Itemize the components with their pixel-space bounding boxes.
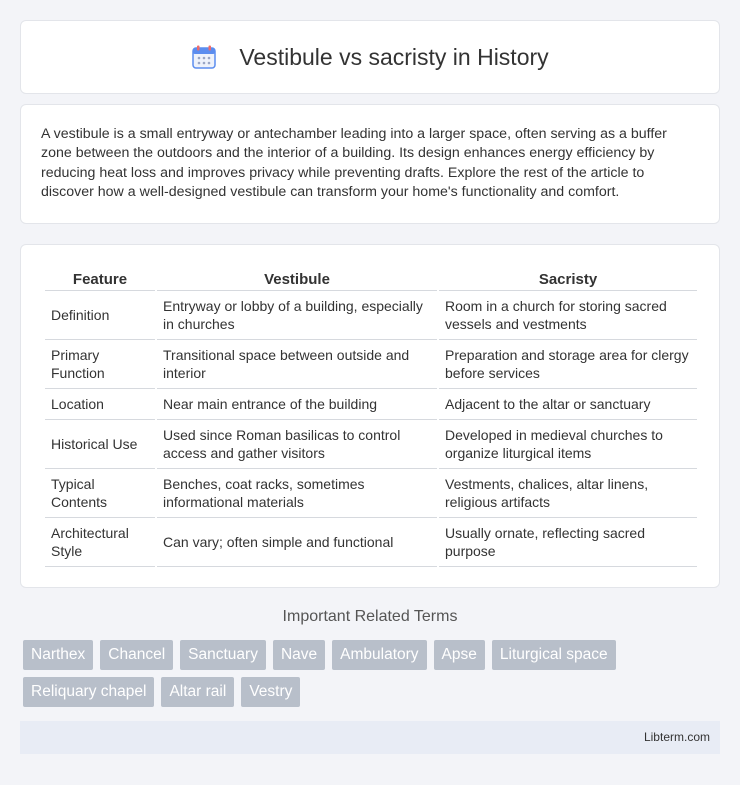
intro-card [20, 104, 720, 224]
table-row [45, 291, 697, 340]
row-sacristy: Adjacent to the altar or sanctuary [439, 389, 697, 420]
table-header-row [45, 265, 697, 291]
row-vestibule: Near main entrance of the building [157, 389, 437, 420]
table-row [45, 389, 697, 420]
row-sacristy: Vestments, chalices, altar linens, religious artifacts [439, 469, 697, 518]
table-row [45, 340, 697, 389]
row-vestibule: Used since Roman basilicas to control access and gather visitors [157, 420, 437, 469]
footer-site-link[interactable]: Libterm.com [643, 730, 710, 744]
row-sacristy: Developed in medieval churches to organize liturgical items [439, 420, 697, 469]
row-sacristy: Preparation and storage area for clergy before services [439, 340, 697, 389]
header-vestibule: Vestibule [157, 265, 437, 291]
tag-chancel[interactable]: Chancel [100, 640, 173, 670]
tag-altar-rail[interactable]: Altar rail [161, 677, 234, 707]
table-row [45, 420, 697, 469]
row-sacristy: Room in a church for storing sacred vessels and vestments [439, 291, 697, 340]
comparison-table [43, 265, 699, 567]
row-vestibule: Can vary; often simple and functional [157, 518, 437, 567]
row-feature: Location [45, 389, 155, 420]
tag-reliquary-chapel[interactable]: Reliquary chapel [23, 677, 154, 707]
tag-narthex[interactable]: Narthex [23, 640, 93, 670]
tag-nave[interactable]: Nave [273, 640, 325, 670]
table-row [45, 518, 697, 567]
tag-liturgical-space[interactable]: Liturgical space [492, 640, 616, 670]
footer [20, 721, 720, 754]
row-vestibule: Benches, coat racks, sometimes informational materials [157, 469, 437, 518]
header-feature: Feature [45, 265, 155, 291]
page-title: Vestibule vs sacristy in History [239, 43, 549, 70]
row-vestibule: Transitional space between outside and interior [157, 340, 437, 389]
header-sacristy: Sacristy [439, 265, 697, 291]
calendar-icon [191, 44, 217, 70]
row-feature: Primary Function [45, 340, 155, 389]
related-terms-title: Important Related Terms [282, 608, 458, 625]
row-feature: Typical Contents [45, 469, 155, 518]
tag-ambulatory[interactable]: Ambulatory [332, 640, 426, 670]
tag-vestry[interactable]: Vestry [241, 677, 300, 707]
tag-apse[interactable]: Apse [434, 640, 485, 670]
row-sacristy: Usually ornate, reflecting sacred purpose [439, 518, 697, 567]
header-card [20, 20, 720, 94]
table-row [45, 469, 697, 518]
related-terms-list [23, 640, 723, 707]
row-feature: Definition [45, 291, 155, 340]
row-feature: Architectural Style [45, 518, 155, 567]
tag-sanctuary[interactable]: Sanctuary [180, 640, 266, 670]
row-vestibule: Entryway or lobby of a building, especially in churches [157, 291, 437, 340]
row-feature: Historical Use [45, 420, 155, 469]
intro-paragraph: A vestibule is a small entryway or antechamber leading into a larger space, often serving as a buffer zone between the outdoors and the interior of a building. Its design enhances energy efficiency by reducing heat loss and improves privacy while preventing drafts. Explore the rest of the article to discover how a well-designed vestibule can transform your home's functionality and comfort. [41, 126, 667, 200]
comparison-table-card [20, 244, 720, 588]
